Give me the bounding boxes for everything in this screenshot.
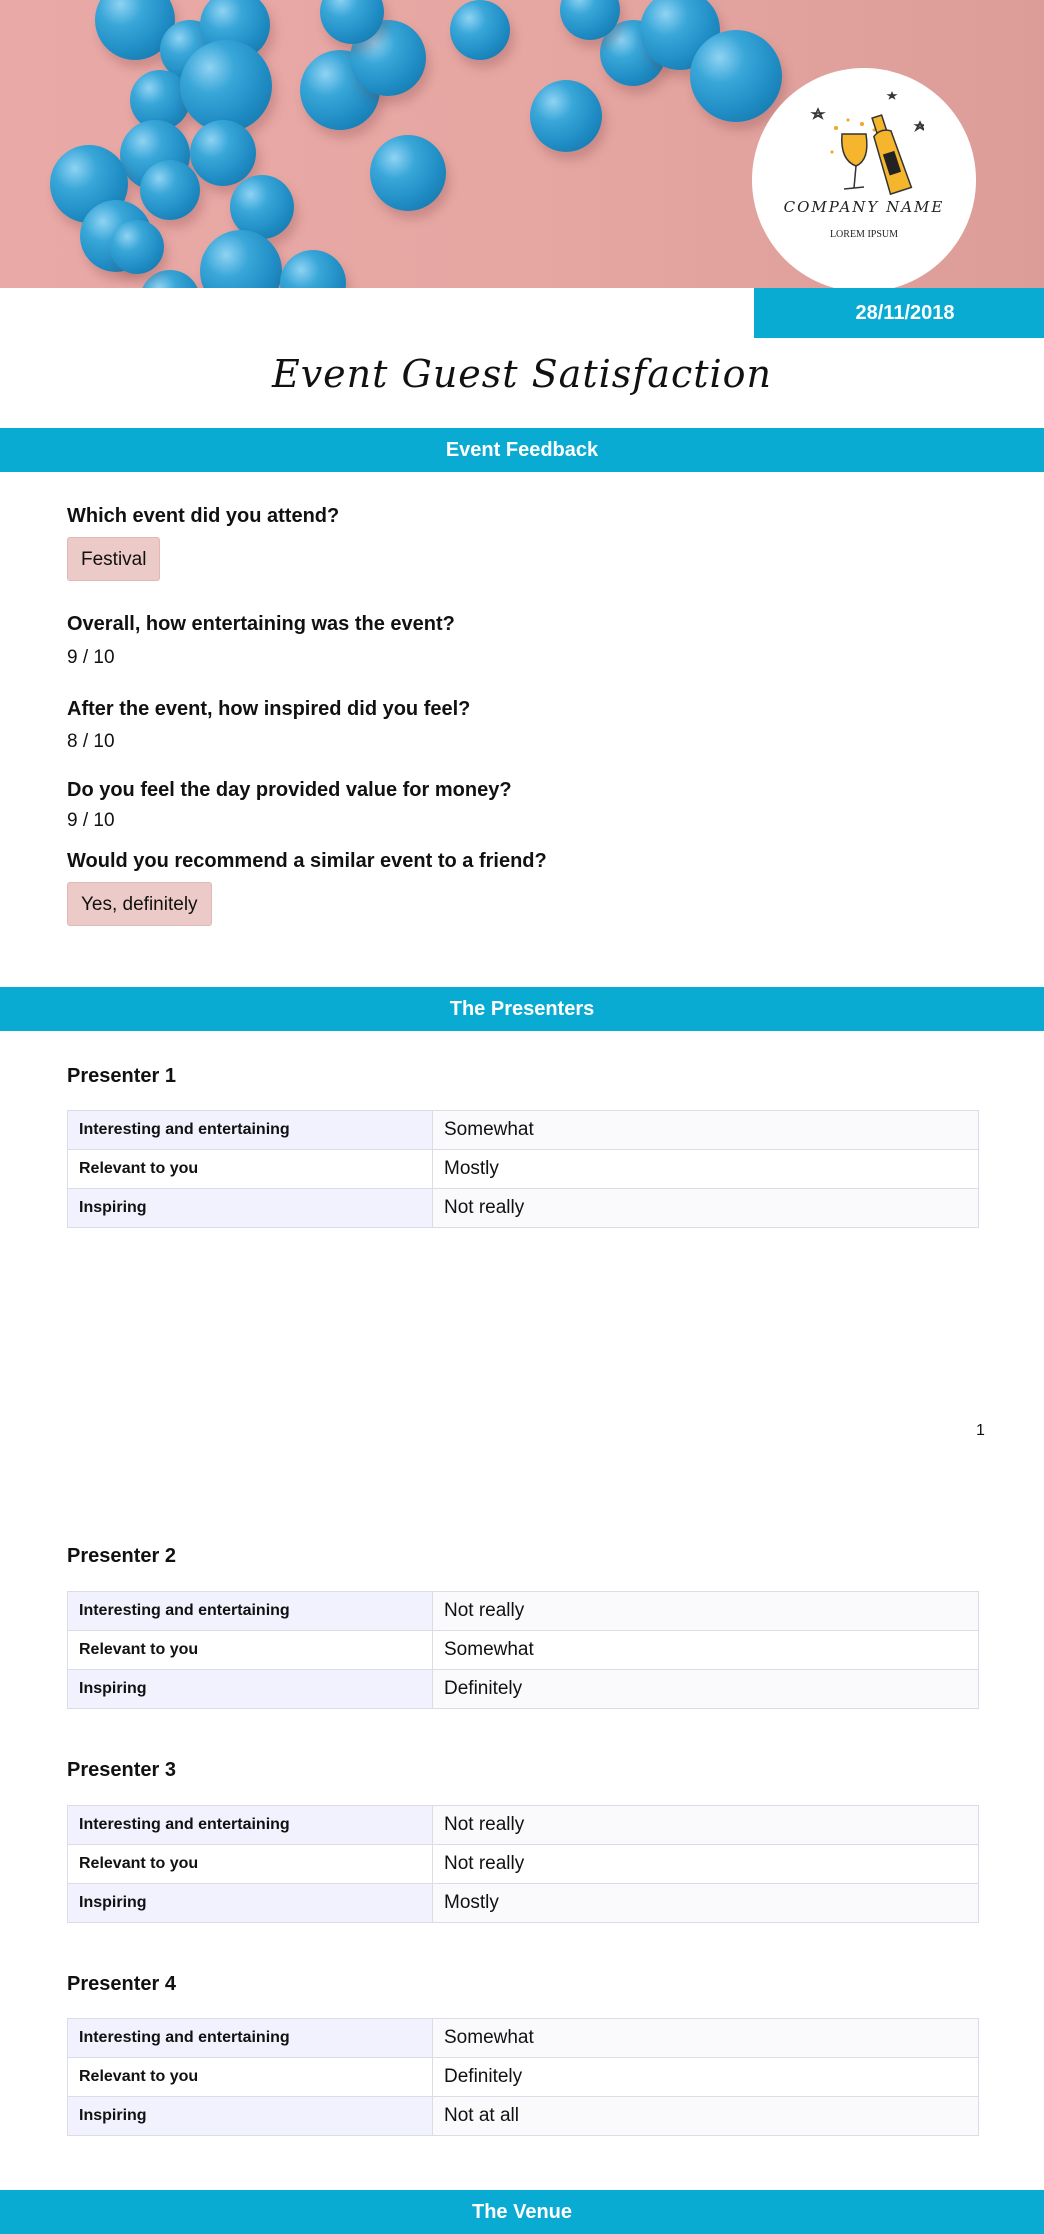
rating-value: Not at all <box>433 2097 979 2136</box>
criterion-label: Interesting and entertaining <box>68 2019 433 2058</box>
table-row <box>68 2058 979 2097</box>
table-row <box>68 1631 979 1670</box>
date-badge: 28/11/2018 <box>754 288 1044 338</box>
rating-value: Not really <box>433 1592 979 1631</box>
balloon-shape <box>200 230 282 288</box>
company-name: COMPANY NAME <box>783 198 945 216</box>
rating-value: Somewhat <box>433 1111 979 1150</box>
answer-chip: Festival <box>67 537 160 581</box>
table-row <box>68 2019 979 2058</box>
criterion-label: Interesting and entertaining <box>68 1111 433 1150</box>
criterion-label: Relevant to you <box>68 1150 433 1189</box>
criterion-label: Inspiring <box>68 2097 433 2136</box>
section-header-presenters: The Presenters <box>0 987 1044 1031</box>
balloon-shape <box>280 250 346 288</box>
balloon-shape <box>530 80 602 152</box>
rating-value: Definitely <box>433 2058 979 2097</box>
balloon-shape <box>450 0 510 60</box>
criterion-label: Relevant to you <box>68 1631 433 1670</box>
criterion-label: Relevant to you <box>68 2058 433 2097</box>
section-header-venue: The Venue <box>0 2190 1044 2234</box>
balloon-shape <box>190 120 256 186</box>
wine-glass-icon <box>842 134 867 189</box>
hero-banner <box>0 0 1044 288</box>
table-row <box>68 1845 979 1884</box>
presenter-rating-table <box>67 1805 979 1923</box>
question-label: Would you recommend a similar event to a friend? <box>67 850 547 872</box>
presenter-title: Presenter 1 <box>67 1065 176 1087</box>
company-tagline: LOREM IPSUM <box>829 229 899 240</box>
rating-value: Somewhat <box>433 1631 979 1670</box>
table-row <box>68 1884 979 1923</box>
presenter-title: Presenter 2 <box>67 1545 176 1567</box>
criterion-label: Inspiring <box>68 1670 433 1709</box>
balloon-shape <box>370 135 446 211</box>
answer-value: 8 / 10 <box>67 731 115 752</box>
presenter-rating-table <box>67 2018 979 2136</box>
presenter-rating-table <box>67 1591 979 1709</box>
criterion-label: Inspiring <box>68 1884 433 1923</box>
balloon-shape <box>140 160 200 220</box>
table-row <box>68 1592 979 1631</box>
table-row <box>68 1670 979 1709</box>
answer-value: 9 / 10 <box>67 647 115 668</box>
section-header-event-feedback: Event Feedback <box>0 428 1044 472</box>
table-row <box>68 1189 979 1228</box>
rating-value: Mostly <box>433 1884 979 1923</box>
criterion-label: Interesting and entertaining <box>68 1592 433 1631</box>
rating-value: Not really <box>433 1189 979 1228</box>
rating-value: Not really <box>433 1806 979 1845</box>
answer-chip: Yes, definitely <box>67 882 212 926</box>
table-row <box>68 1806 979 1845</box>
answer-value: 9 / 10 <box>67 810 115 831</box>
balloon-shape <box>110 220 164 274</box>
criterion-label: Inspiring <box>68 1189 433 1228</box>
balloon-shape <box>140 270 200 288</box>
rating-value: Definitely <box>433 1670 979 1709</box>
presenter-title: Presenter 4 <box>67 1973 176 1995</box>
document-title: Event Guest Satisfaction <box>271 352 773 396</box>
company-logo <box>752 68 976 288</box>
question-label: Overall, how entertaining was the event? <box>67 613 455 635</box>
presenter-title: Presenter 3 <box>67 1759 176 1781</box>
rating-value: Mostly <box>433 1150 979 1189</box>
balloon-shape <box>180 40 272 132</box>
presenter-rating-table <box>67 1110 979 1228</box>
page-number: 1 <box>976 1422 985 1439</box>
question-label: Do you feel the day provided value for money? <box>67 779 512 801</box>
rating-value: Somewhat <box>433 2019 979 2058</box>
balloon-shape <box>690 30 782 122</box>
criterion-label: Interesting and entertaining <box>68 1806 433 1845</box>
criterion-label: Relevant to you <box>68 1845 433 1884</box>
question-label: Which event did you attend? <box>67 505 340 527</box>
table-row <box>68 1111 979 1150</box>
question-label: After the event, how inspired did you feel? <box>67 698 471 720</box>
rating-value: Not really <box>433 1845 979 1884</box>
wine-bottle-icon <box>804 90 924 200</box>
table-row <box>68 2097 979 2136</box>
table-row <box>68 1150 979 1189</box>
